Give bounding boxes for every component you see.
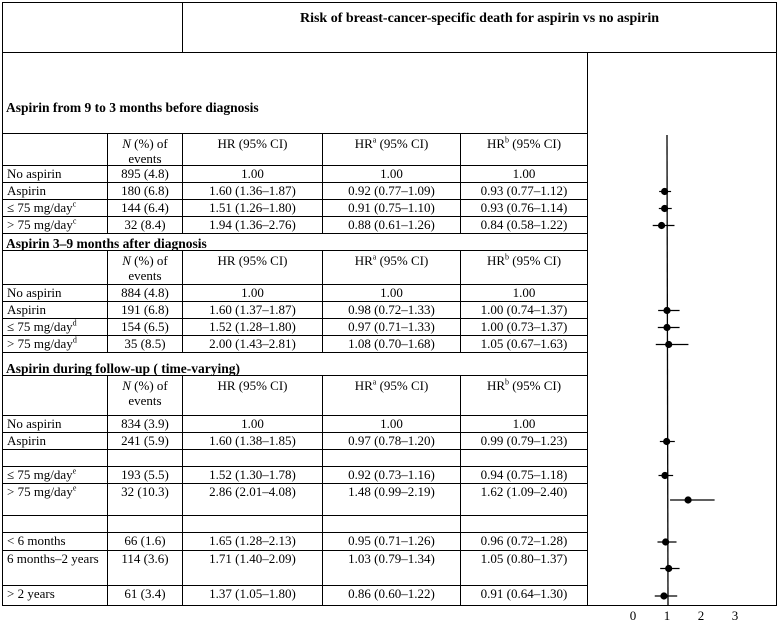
cell-value-hr: 1.37 (1.05–1.80) [209,586,296,601]
cell-value-hr: 1.51 (1.26–1.80) [209,200,296,215]
footnote-marker-b: b [505,252,510,262]
row-label: > 75 mg/day [7,336,73,351]
cell-value-hr: 1.00 [241,285,264,300]
point-estimate [661,188,668,195]
cell-value-n: 191 (6.8) [121,302,169,317]
cell-value-hr: 1.52 (1.30–1.78) [209,467,296,482]
column-header-n-text: (%) of events [128,136,168,166]
cell-value-hrb: 0.93 (0.77–1.12) [480,183,568,198]
column-header-hrb-text: HR [486,253,506,268]
cell-value-n: 884 (4.8) [121,285,169,300]
cell-value-hr: 2.00 (1.43–2.81) [209,336,296,351]
cell-value-hrb: 1.62 (1.09–2.40) [480,484,568,499]
reference-line [667,135,668,605]
section-title-text: Aspirin 3–9 months after diagnosis [6,236,207,251]
cell-value-hr: 1.52 (1.28–1.80) [209,319,296,334]
x-tick-label: 2 [697,608,705,623]
row-label: Aspirin [7,183,46,198]
footnote-marker-a: a [372,377,377,387]
cell-value-hra: 0.92 (0.73–1.16) [348,467,435,482]
cell-value-hrb: 1.00 [512,416,536,431]
x-tick-label: 3 [731,608,739,623]
cell-value-n: 144 (6.4) [121,200,169,215]
point-estimate [658,222,665,229]
column-header-ci-text: (95% CI) [376,253,429,268]
cell-value-hrb: 1.00 [512,285,536,300]
section-title-text: Aspirin from 9 to 3 months before diagnosis [6,100,259,115]
cell-value-hra: 0.97 (0.71–1.33) [348,319,435,334]
cell-value-hrb: 1.05 (0.67–1.63) [480,336,568,351]
cell-value-hr: 2.86 (2.01–4.08) [209,484,296,499]
row-label: ≤ 75 mg/day [7,467,73,482]
cell-value-n: 241 (5.9) [121,433,169,448]
cell-value-hrb: 0.91 (0.64–1.30) [480,586,568,601]
footnote-marker-a: a [372,135,377,145]
footnote-marker: e [72,483,77,493]
cell-value-n: 895 (4.8) [121,166,169,181]
column-header-hr-text: HR (95% CI) [217,253,288,268]
cell-value-hr: 1.71 (1.40–2.09) [209,551,296,566]
row-label: No aspirin [7,166,62,181]
footnote-marker-b: b [505,135,510,145]
column-header-ci-text: (95% CI) [509,253,562,268]
row-label: 6 months–2 years [7,551,99,566]
column-header-n-text: (%) of events [128,378,168,408]
cell-value-hrb: 1.00 (0.73–1.37) [480,319,568,334]
cell-value-n: 61 (3.4) [124,586,166,601]
footnote-marker: e [72,466,77,476]
cell-value-n: 32 (10.3) [121,484,169,499]
cell-value-hra: 0.95 (0.71–1.26) [348,533,435,548]
column-header-ci-text: (95% CI) [376,378,429,393]
cell-value-hra: 0.92 (0.77–1.09) [348,183,435,198]
cell-value-hr: 1.65 (1.28–2.13) [209,533,296,548]
column-header-n-symbol: N [122,136,131,151]
cell-value-hr: 1.00 [241,416,264,431]
cell-value-hrb: 0.96 (0.72–1.28) [480,533,568,548]
row-label: ≤ 75 mg/day [7,200,73,215]
cell-value-hrb: 0.99 (0.79–1.23) [480,433,568,448]
cell-value-hra: 0.97 (0.78–1.20) [348,433,435,448]
cell-value-hr: 1.60 (1.38–1.85) [209,433,296,448]
column-header-hr-text: HR (95% CI) [217,136,288,151]
column-header-hr-text: HR (95% CI) [217,378,288,393]
point-estimate [665,565,672,572]
point-estimate [661,472,668,479]
point-estimate [663,307,670,314]
column-header-hra-text: HR [354,253,373,268]
cell-value-hrb: 0.93 (0.76–1.14) [480,200,568,215]
cell-value-hrb: 1.05 (0.80–1.37) [480,551,568,566]
row-label: ≤ 75 mg/day [7,319,73,334]
point-estimate [663,438,670,445]
row-label: No aspirin [7,416,62,431]
cell-value-hra: 0.91 (0.75–1.10) [348,200,435,215]
row-label: < 6 months [7,533,66,548]
cell-value-hra: 1.48 (0.99–2.19) [348,484,435,499]
cell-value-hrb: 0.84 (0.58–1.22) [480,217,568,232]
row-label: No aspirin [7,285,62,300]
cell-value-n: 35 (8.5) [124,336,166,351]
column-header-n-text: (%) of events [128,253,168,283]
point-estimate [663,324,670,331]
column-header-hrb-text: HR [486,378,506,393]
cell-value-hra: 1.00 [380,285,403,300]
column-header-n-symbol: N [122,253,131,268]
cell-value-hr: 1.60 (1.37–1.87) [209,302,296,317]
cell-value-hra: 0.86 (0.60–1.22) [348,586,435,601]
cell-value-n: 834 (3.9) [121,416,169,431]
cell-value-hra: 1.00 [380,416,403,431]
column-header-ci-text: (95% CI) [509,136,562,151]
cell-value-hra: 1.00 [380,166,403,181]
footnote-marker: c [72,199,77,209]
footnote-marker-b: b [505,377,510,387]
cell-value-hra: 1.03 (0.79–1.34) [348,551,435,566]
footnote-marker: c [72,216,77,226]
column-header-hra-text: HR [354,136,373,151]
cell-value-hr: 1.00 [241,166,264,181]
footnote-marker: d [72,318,77,328]
row-label: > 2 years [7,586,55,601]
row-label: > 75 mg/day [7,484,73,499]
cell-value-n: 114 (3.6) [121,551,169,566]
cell-value-hra: 0.98 (0.72–1.33) [348,302,435,317]
cell-value-hr: 1.94 (1.36–2.76) [209,217,296,232]
cell-value-n: 66 (1.6) [124,533,166,548]
cell-value-hrb: 0.94 (0.75–1.18) [480,467,568,482]
row-label: Aspirin [7,433,46,448]
cell-value-n: 154 (6.5) [121,319,169,334]
row-label: Aspirin [7,302,46,317]
cell-value-n: 32 (8.4) [124,217,166,232]
footnote-marker-a: a [372,252,377,262]
footnote-marker: d [72,335,77,345]
column-header-hra-text: HR [354,378,373,393]
point-estimate [662,538,669,545]
column-header-hrb-text: HR [486,136,506,151]
column-header-n-symbol: N [122,378,131,393]
cell-value-n: 180 (6.8) [121,183,169,198]
page-title-text: Risk of breast-cancer-specific death for aspirin vs no aspirin [299,11,660,26]
row-label: > 75 mg/day [7,217,73,232]
x-tick-label: 0 [629,608,637,623]
point-estimate [665,341,672,348]
section-title-text: Aspirin during follow-up ( time-varying) [6,361,241,376]
point-estimate [684,496,691,503]
cell-value-hrb: 1.00 [512,166,536,181]
point-estimate [660,592,667,599]
column-header-ci-text: (95% CI) [509,378,562,393]
cell-value-hra: 1.08 (0.70–1.68) [348,336,435,351]
cell-value-hr: 1.60 (1.36–1.87) [209,183,296,198]
point-estimate [661,205,668,212]
column-header-ci-text: (95% CI) [376,136,429,151]
cell-value-hra: 0.88 (0.61–1.26) [348,217,435,232]
x-tick-label: 1 [663,608,671,623]
cell-value-n: 193 (5.5) [121,467,169,482]
cell-value-hrb: 1.00 (0.74–1.37) [480,302,568,317]
